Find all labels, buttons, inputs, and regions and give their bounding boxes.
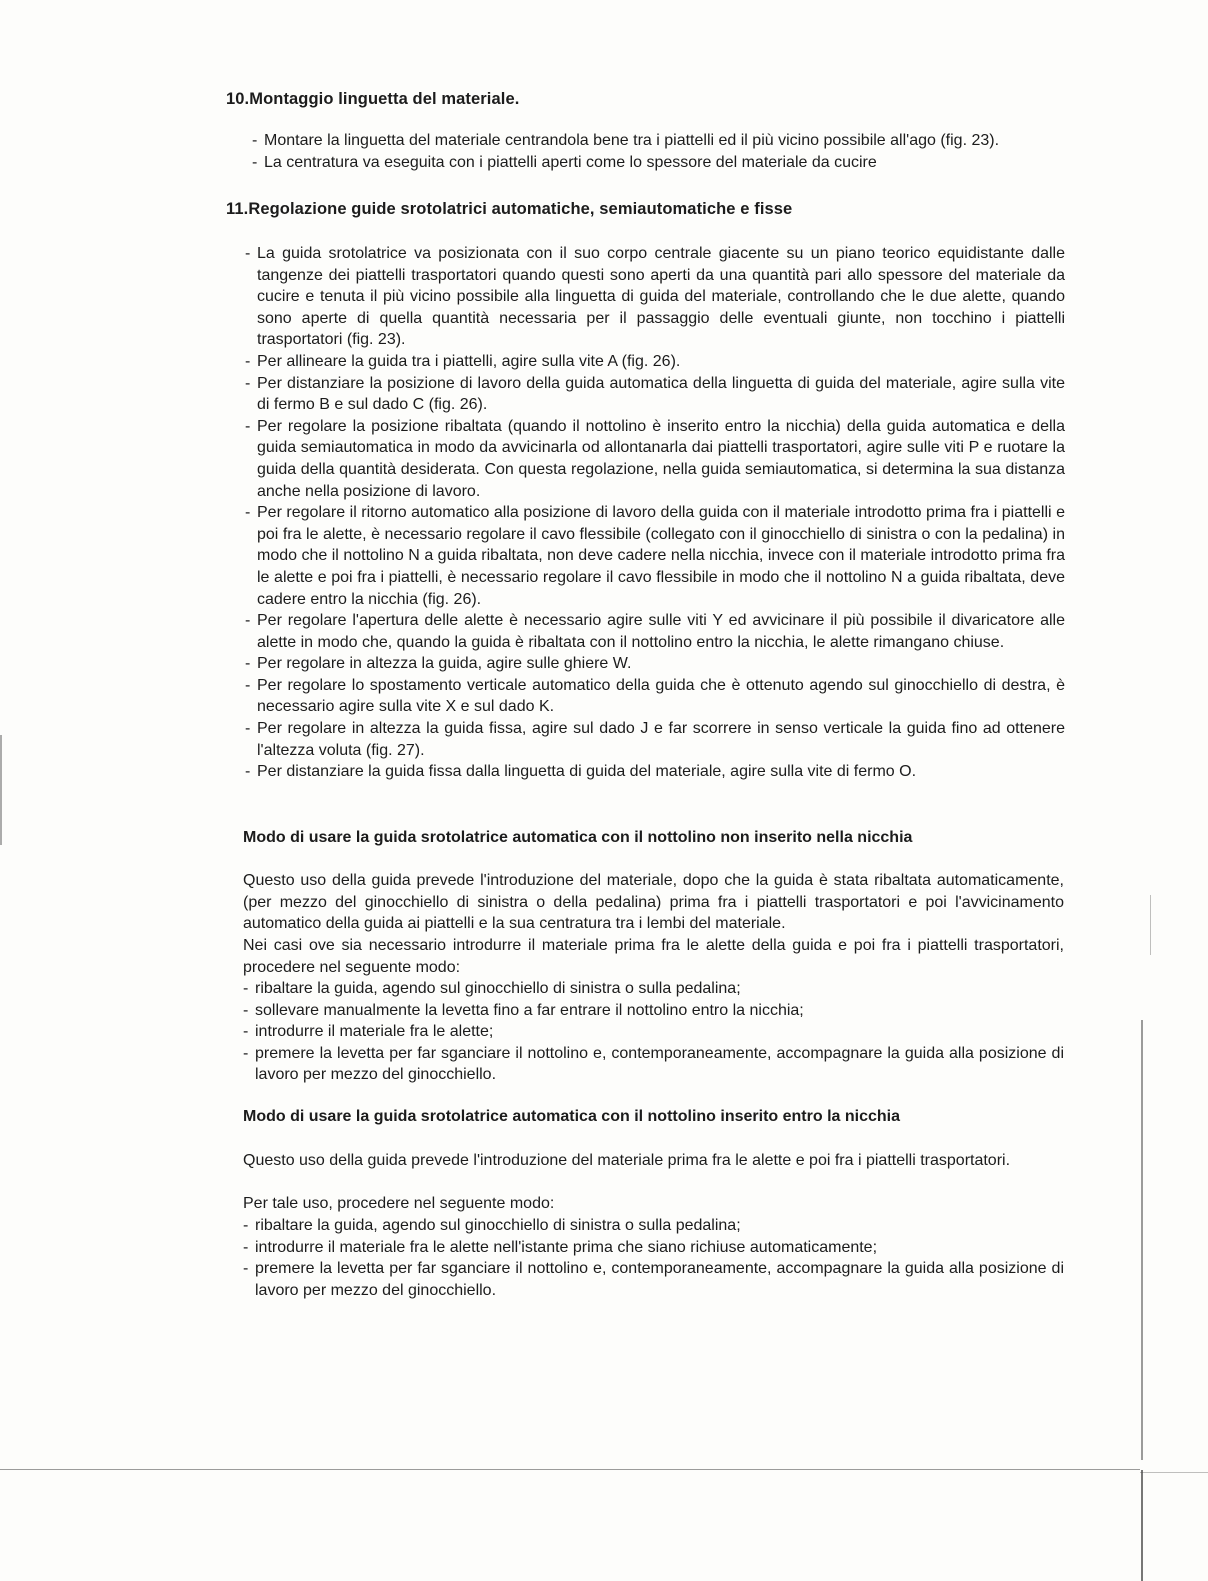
- list-item: - ribaltare la guida, agendo sul ginocchiello di sinistra o sulla pedalina;: [243, 1217, 741, 1234]
- list-item: - Per allineare la guida tra i piattelli, agire sulla vite A (fig. 26).: [245, 352, 681, 370]
- section-10-title: 10.Montaggio linguetta del materiale.: [226, 90, 520, 108]
- list-item: - La centratura va eseguita con i piattelli aperti come lo spessore del materiale da cucire: [252, 153, 877, 171]
- section-11-list: [245, 243, 1065, 783]
- mode-1-paragraph-1: Questo uso della guida prevede l'introduzione del materiale, dopo che la guida è stata ribaltata automaticamente, (per mezzo del ginocchiello di sinistra o della pedalina) prima fra i piattelli trasportatori e poi l'avvicinamento automatico della guida ai piattelli e la sua centratura tra i lembi del materiale.: [243, 872, 1064, 933]
- list-item: - Per regolare in altezza la guida, agire sulle ghiere W.: [245, 655, 632, 673]
- scan-edge-line: [1140, 1472, 1208, 1473]
- list-item: - Per regolare il ritorno automatico alla posizione di lavoro della guida con il materiale introdotto prima fra i piattelli e poi fra le alette, è necessario regolare il cavo flessibile (collegato con il ginocchiello di sinistra o con la pedalina) in modo che il nottolino N a guida ribaltata, non deve cadere nella nicchia, invece con il materiale introdotto prima fra le alette e poi fra i piattelli, è necessario regolare il cavo flessibile in modo che il nottolino N a guida ribaltata, deve cadere entro la nicchia (fig. 26).: [245, 504, 1065, 608]
- mode-2-paragraph-1: Questo uso della guida prevede l'introduzione del materiale prima fra le alette e poi fra i piattelli trasportatori.: [243, 1152, 1011, 1169]
- section-11-title: 11.Regolazione guide srotolatrici automatiche, semiautomatiche e fisse: [226, 200, 793, 218]
- list-item: - Per regolare lo spostamento verticale automatico della guida che è ottenuto agendo sul ginocchiello di destra, è necessario agire sulla vite X e sul dado K.: [245, 676, 1065, 716]
- scan-edge-line: [0, 735, 2, 845]
- section-10-list: [252, 130, 1072, 173]
- list-item: - sollevare manualmente la levetta fino a far entrare il nottolino entro la nicchia;: [243, 1001, 804, 1019]
- list-item: - premere la levetta per far sganciare il nottolino e, contemporaneamente, accompagnare la guida alla posizione di lavoro per mezzo del ginocchiello.: [243, 1044, 1064, 1084]
- list-item: - Per regolare la posizione ribaltata (quando il nottolino è inserito entro la nicchia) della guida automatica e della guida semiautomatica in modo da avvicinarla od allontanarla dai piattelli trasportatori, agire sulle viti P e ruotare la guida della quantità desiderata. Con questa regolazione, nella guida semiautomatica, si determina la sua distanza anche nella posizione di lavoro.: [245, 417, 1065, 500]
- scan-edge-line: [1150, 895, 1151, 955]
- mode-1-title: Modo di usare la guida srotolatrice automatica con il nottolino non inserito nella nicchia: [243, 829, 913, 846]
- mode-2-steps: [243, 1215, 1064, 1301]
- list-item: - introdurre il materiale fra le alette nell'istante prima che siano richiuse automaticamente;: [243, 1238, 878, 1256]
- list-item: - Per regolare in altezza la guida fissa, agire sul dado J e far scorrere in senso verticale la guida fino ad ottenere l'altezza voluta (fig. 27).: [245, 720, 1065, 759]
- list-item: - introdurre il materiale fra le alette;: [243, 1023, 494, 1041]
- list-item: - Per regolare l'apertura delle alette è necessario agire sulle viti Y ed avvicinare il più possibile il divaricatore alle alette in modo che, quando la guida è ribaltata con il nottolino entro la nicchia, le alette rimangano chiuse.: [245, 612, 1065, 651]
- mode-2-title: Modo di usare la guida srotolatrice automatica con il nottolino inserito entro la nicchia: [243, 1108, 900, 1125]
- list-item: - Montare la linguetta del materiale centrandola bene tra i piattelli ed il più vicino possibile all'ago (fig. 23).: [252, 132, 1000, 149]
- list-item: - Per distanziare la guida fissa dalla linguetta di guida del materiale, agire sulla vite di fermo O.: [245, 763, 917, 781]
- scan-edge-line: [1141, 1020, 1143, 1460]
- mode-2-paragraph-2: Per tale uso, procedere nel seguente modo:: [243, 1195, 555, 1212]
- scan-edge-line: [0, 1469, 1140, 1470]
- list-item: - Per distanziare la posizione di lavoro della guida automatica della linguetta di guida del materiale, agire sulla vite di fermo B e sul dado C (fig. 26).: [245, 374, 1065, 414]
- scan-edge-line: [1141, 1470, 1143, 1581]
- list-item: - premere la levetta per far sganciare il nottolino e, contemporaneamente, accompagnare la guida alla posizione di lavoro per mezzo del ginocchiello.: [243, 1260, 1064, 1299]
- list-item: - La guida srotolatrice va posizionata con il suo corpo centrale giacente su un piano teorico equidistante dalle tangenze dei piattelli trasportatori quando questi sono aperti da una quantità pari allo spessore del materiale da cucire e tenuta il più vicino possibile alla linguetta di guida del materiale, controllando che le due alette, quando sono aperte di quella quantità necessaria per il passaggio delle eventuali giunte, non tocchino i piattelli trasportatori (fig. 23).: [245, 245, 1065, 349]
- mode-1-steps: [243, 978, 1064, 1086]
- list-item: - ribaltare la guida, agendo sul ginocchiello di sinistra o sulla pedalina;: [243, 980, 741, 997]
- mode-1-paragraph-2: Nei casi ove sia necessario introdurre il materiale prima fra le alette della guida e poi fra i piattelli trasportatori, procedere nel seguente modo:: [243, 937, 1064, 976]
